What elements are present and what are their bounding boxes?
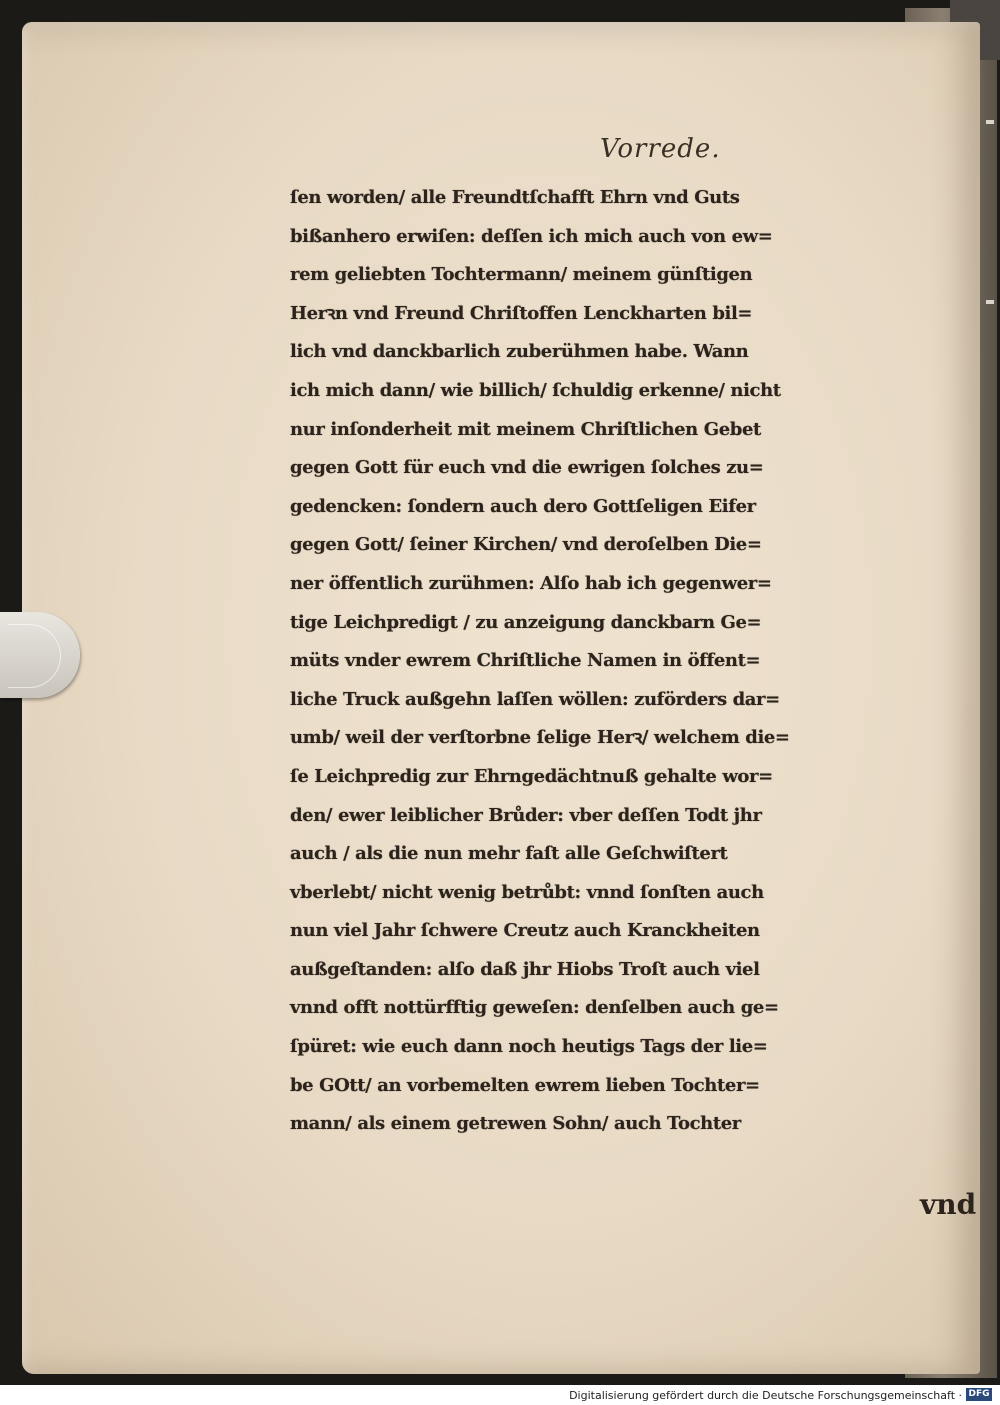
footer (0, 1385, 1000, 1405)
text-line: ſe Leichpredig zur Ehrngedächtnuß gehalte wor= (290, 765, 773, 787)
text-line: gegen Gott/ ſeiner Kirchen/ vnd deroſelben Die= (290, 534, 762, 556)
text-line: Herꝛn vnd Freund Chriſtoffen Lenckharten bil= (290, 302, 753, 324)
text-line: mann/ als einem getrewen Sohn/ auch Tochter (290, 1113, 741, 1135)
text-line: bißanhero erwiſen: deſſen ich mich auch von ew= (290, 225, 773, 247)
text-line: be GOtt/ an vorbemelten ewrem lieben Tochter= (290, 1074, 760, 1096)
text-line: ich mich dann/ wie billich/ ſchuldig erkenne/ nicht (290, 379, 781, 401)
text-line: vnnd offt nottürfftig geweſen: denſelben auch ge= (290, 997, 779, 1019)
text-line: tige Leichpredigt / zu anzeigung danckbarn Ge= (290, 611, 762, 633)
text-line: rem geliebten Tochtermann/ meinem günſtigen (290, 264, 753, 286)
scan-marker (986, 300, 994, 304)
page-text (290, 179, 990, 1144)
scan-marker (986, 120, 994, 124)
running-head: Vorrede. (600, 134, 721, 164)
text-line: ner öffentlich zurühmen: Alſo hab ich gegenwer= (290, 572, 772, 594)
text-line: liche Truck außgehn laſſen wöllen: zuförders dar= (290, 688, 780, 710)
dfg-logo: DFG (966, 1388, 992, 1401)
text-line: vberlebt/ nicht wenig betrůbt: vnnd ſonſten auch (290, 881, 764, 903)
text-line: außgeſtanden: alſo daß jhr Hiobs Troſt auch viel (290, 958, 760, 980)
text-line: ſen worden/ alle Freundtſchafft Ehrn vnd Guts (290, 187, 740, 208)
text-line: ſpüret: wie euch dann noch heutigs Tags der lie= (290, 1036, 768, 1058)
text-line: gegen Gott für euch vnd die ewrigen ſolches zu= (290, 457, 764, 479)
catchword: vnd (920, 1188, 977, 1221)
text-line: den/ ewer leiblicher Brůder: vber deſſen Todt jhr (290, 804, 762, 826)
text-line: gedencken: ſondern auch dero Gottſeligen Eifer (290, 495, 756, 517)
text-line: nun viel Jahr ſchwere Creutz auch Kranckheiten (290, 920, 760, 942)
text-line: umb/ weil der verſtorbne ſelige Herꝛ/ welchem die= (290, 727, 790, 749)
book-page (22, 22, 980, 1374)
text-line: müts vnder ewrem Chriſtliche Namen in öffent= (290, 650, 761, 672)
text-line: auch / als die nun mehr faſt alle Geſchwiſtert (290, 843, 728, 865)
funding-note: Digitalisierung gefördert durch die Deutsche Forschungsgemeinschaft · (569, 1389, 962, 1402)
text-line: nur inſonderheit mit meinem Chriſtlichen Gebet (290, 418, 761, 440)
text-line: lich vnd danckbarlich zuberühmen habe. Wann (290, 341, 749, 363)
